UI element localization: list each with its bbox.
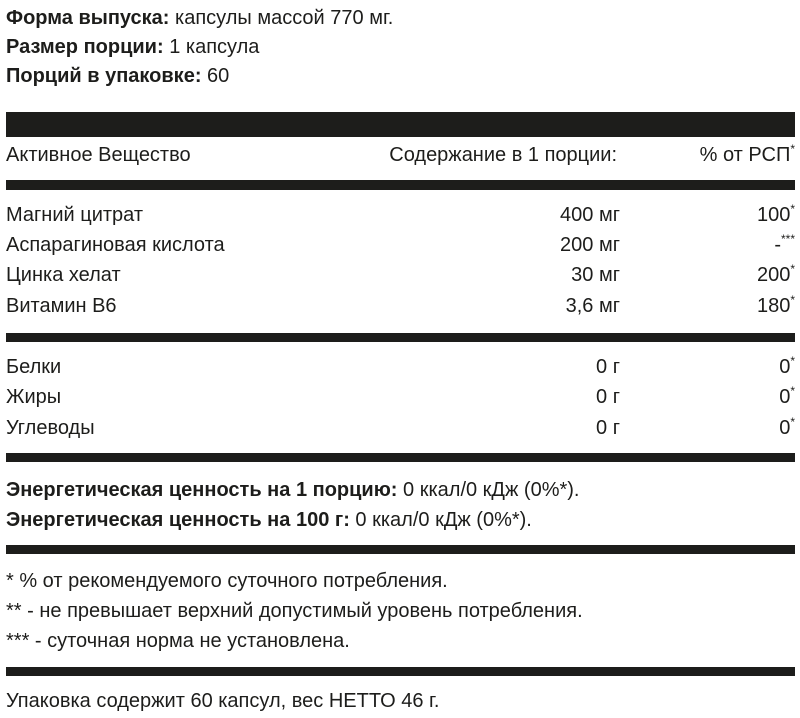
table-header: [6, 140, 795, 170]
energy-per-serving-value: 0 ккал/0 кДж (0%*).: [397, 479, 580, 501]
release-form: [6, 6, 393, 30]
serving-size: [6, 35, 259, 59]
release-form-label: Форма выпуска:: [6, 7, 170, 29]
row-percent: -***: [774, 232, 795, 256]
row-name: Аспарагиновая кислота: [6, 234, 225, 256]
column-name: Активное Вещество: [6, 144, 191, 166]
row-amount: 0 г: [596, 386, 620, 408]
energy-per-100g-value: 0 ккал/0 кДж (0%*).: [349, 509, 532, 531]
row-percent: 180*: [756, 293, 795, 317]
table-row: [6, 260, 795, 290]
column-percent: % от РСП*: [699, 142, 795, 166]
serving-size-label: Размер порции:: [6, 36, 164, 58]
row-percent: 0*: [779, 354, 795, 378]
servings-per-pack-value: 60: [201, 65, 230, 87]
release-form-value: капсулы массой 770 мг.: [169, 7, 394, 29]
row-name: Жиры: [6, 386, 62, 408]
table-row: [6, 200, 795, 230]
table-row: [6, 291, 795, 321]
energy-per-serving: [6, 478, 579, 502]
footnote: * % от рекомендуемого суточного потребления.: [6, 570, 448, 592]
divider-thick: [6, 112, 795, 137]
divider: [6, 667, 795, 676]
row-amount: 400 мг: [560, 204, 620, 226]
column-amount: Содержание в 1 порции:: [389, 144, 617, 166]
divider: [6, 453, 795, 462]
energy-per-100g: [6, 508, 532, 532]
package-note: Упаковка содержит 60 капсул, вес НЕТТО 46 г.: [6, 690, 440, 712]
servings-per-pack: [6, 64, 229, 88]
table-row: [6, 413, 795, 443]
table-row: [6, 352, 795, 382]
row-name: Цинка хелат: [6, 264, 121, 286]
row-name: Белки: [6, 356, 62, 378]
row-percent: 0*: [779, 384, 795, 408]
energy-per-100g-label: Энергетическая ценность на 100 г:: [6, 509, 350, 531]
row-percent: 0*: [779, 415, 795, 439]
energy-per-serving-label: Энергетическая ценность на 1 порцию:: [6, 479, 398, 501]
divider: [6, 180, 795, 190]
row-name: Углеводы: [6, 417, 95, 439]
divider: [6, 333, 795, 342]
table-row: [6, 382, 795, 412]
footnote: ** - не превышает верхний допустимый уровень потребления.: [6, 600, 583, 622]
row-percent: 200*: [756, 262, 795, 286]
table-row: [6, 230, 795, 260]
row-amount: 200 мг: [560, 234, 620, 256]
row-amount: 3,6 мг: [565, 295, 620, 317]
servings-per-pack-label: Порций в упаковке:: [6, 65, 202, 87]
divider: [6, 545, 795, 554]
serving-size-value: 1 капсула: [163, 36, 260, 58]
row-name: Витамин В6: [6, 295, 117, 317]
row-name: Магний цитрат: [6, 204, 144, 226]
row-amount: 30 мг: [571, 264, 620, 286]
row-amount: 0 г: [596, 417, 620, 439]
row-percent: 100*: [756, 202, 795, 226]
footnote: *** - суточная норма не установлена.: [6, 630, 350, 652]
row-amount: 0 г: [596, 356, 620, 378]
